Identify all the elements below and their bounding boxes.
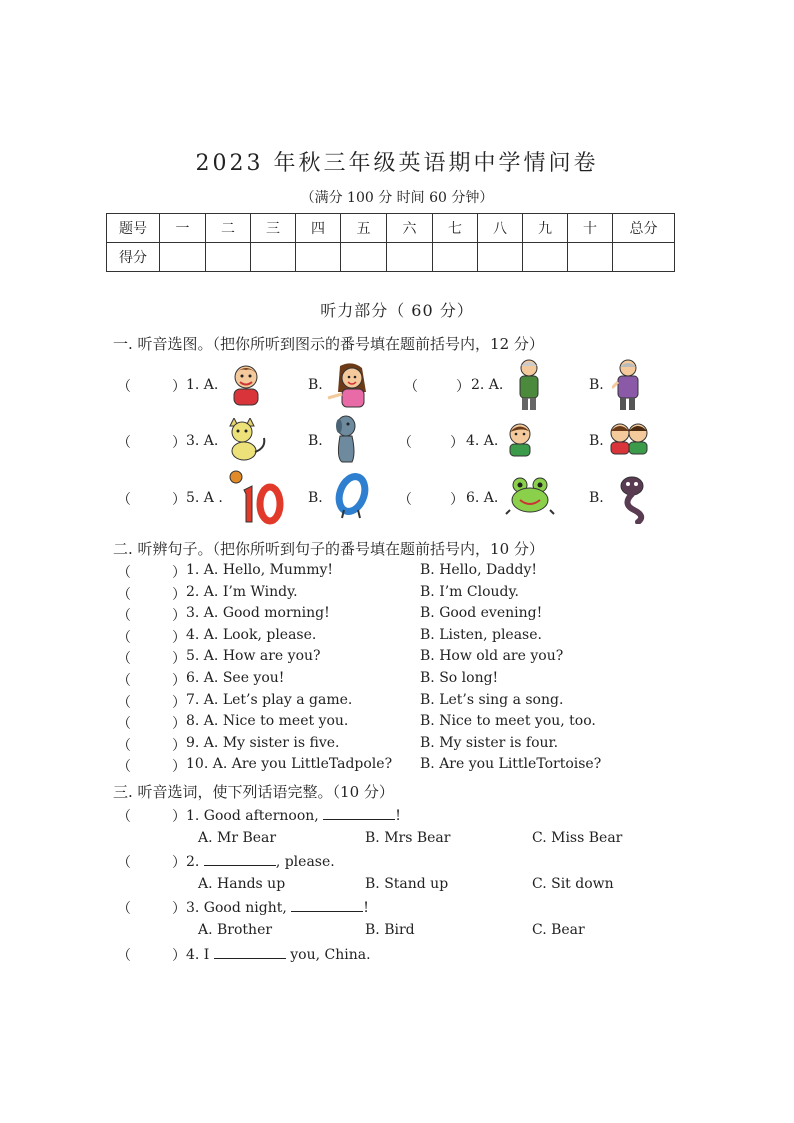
table-cell: 四 [296,214,341,243]
answer-bracket-open[interactable]: （ [117,630,131,646]
frog-icon [504,476,556,516]
answer-bracket-open[interactable]: （ [117,651,131,667]
score-input-cell[interactable] [296,243,341,272]
answer-bracket-open[interactable]: （ [117,716,131,732]
table-cell: 十 [568,214,613,243]
option-b-sentence: B. How old are you? [420,648,564,664]
answer-bracket-close: ） [456,379,470,395]
answer-bracket-open[interactable]: （ [117,587,131,603]
answer-bracket-close: ） [172,630,186,646]
question-prefix: 2. [186,854,204,870]
option-c: C. Miss Bear [532,830,623,846]
option-a-sentence: 5. A. How are you? [186,648,321,664]
option-b-sentence: B. I’m Cloudy. [420,584,519,600]
table-cell: 八 [478,214,523,243]
boy-face-icon [505,421,535,457]
table-cell: 五 [341,214,387,243]
table-cell: 一 [160,214,206,243]
score-input-cell[interactable] [613,243,675,272]
question-text [186,807,401,824]
answer-bracket-open[interactable]: （ [117,695,131,711]
option-b-sentence: B. Hello, Daddy! [420,562,537,578]
answer-bracket-close: ） [172,901,186,917]
boy-icon [226,362,266,406]
score-table-header-row [107,214,675,243]
score-input-cell[interactable] [251,243,296,272]
page-subtitle: （满分 100 分 时间 60 分钟） [300,190,494,206]
two-kids-icon [608,420,650,456]
answer-bracket-open[interactable]: （ [398,435,412,451]
snake-icon [612,472,654,524]
question-suffix: , please. [275,854,335,870]
section2-heading: 二. 听辨句子。（把你所听到句子的番号填在题前括号内，10 分） [113,540,544,558]
answer-bracket-open[interactable]: （ [117,901,131,917]
table-cell: 七 [433,214,478,243]
answer-bracket-close: ） [172,716,186,732]
fill-blank[interactable] [291,899,363,912]
option-b-sentence: B. Listen, please. [420,627,542,643]
answer-bracket-close: ） [172,673,186,689]
question-text [186,899,369,916]
option-b-label: B. [589,490,604,506]
option-a-sentence: 8. A. Nice to meet you. [186,713,349,729]
answer-bracket-close: ） [172,948,186,964]
answer-bracket-open[interactable]: （ [117,738,131,754]
option-a: A. Mr Bear [198,830,277,846]
option-b-sentence: B. Let’s sing a song. [420,692,564,708]
table-cell: 六 [387,214,433,243]
option-b-label: B. [308,433,323,449]
answer-bracket-close: ） [172,738,186,754]
section1-heading: 一. 听音选图。（把你所听到图示的番号填在题前括号内，12 分） [113,335,544,353]
option-b: B. Stand up [365,876,449,892]
table-cell: 得分 [107,243,160,272]
old-man-talking-icon [612,358,642,412]
answer-bracket-open[interactable]: （ [117,608,131,624]
answer-bracket-open[interactable]: （ [117,673,131,689]
option-a-sentence: 10. A. Are you LittleTadpole? [186,756,393,772]
cat-icon [222,418,268,464]
girl-icon [322,362,378,408]
answer-bracket-close: ） [172,695,186,711]
score-table-score-row [107,243,675,272]
table-cell: 九 [523,214,568,243]
dog-icon [328,414,362,464]
question-text [186,853,335,870]
number-zero-icon [332,472,372,520]
question-suffix: ! [363,900,369,916]
answer-bracket-open[interactable]: （ [404,379,418,395]
table-cell: 总分 [613,214,675,243]
answer-bracket-close: ） [172,435,186,451]
option-a-sentence: 6. A. See you! [186,670,285,686]
option-a-sentence: 3. A. Good morning! [186,605,330,621]
score-input-cell[interactable] [341,243,387,272]
question-number: 6. A. [466,490,499,506]
option-a: A. Hands up [198,876,286,892]
answer-bracket-close: ） [172,379,186,395]
answer-bracket-open[interactable]: （ [117,435,131,451]
option-b-sentence: B. Good evening! [420,605,543,621]
option-b-label: B. [308,377,323,393]
section3-heading: 三. 听音选词，使下列话语完整。（10 分） [113,783,394,801]
listening-part-title: 听力部分（ 60 分） [320,301,474,320]
answer-bracket-close: ） [450,435,464,451]
option-c: C. Sit down [532,876,614,892]
table-cell: 三 [251,214,296,243]
answer-bracket-open[interactable]: （ [398,492,412,508]
answer-bracket-open[interactable]: （ [117,855,131,871]
option-a-sentence: 7. A. Let’s play a game. [186,692,353,708]
table-cell: 题号 [107,214,160,243]
option-b-sentence: B. Are you LittleTortoise? [420,756,602,772]
answer-bracket-close: ） [172,492,186,508]
fill-blank[interactable] [323,807,395,820]
question-number: 1. A. [186,377,219,393]
option-a-sentence: 2. A. I’m Windy. [186,584,298,600]
score-input-cell[interactable] [568,243,613,272]
option-b-label: B. [589,377,604,393]
question-suffix: you, China. [285,947,371,963]
score-input-cell[interactable] [206,243,251,272]
option-b-sentence: B. Nice to meet you, too. [420,713,596,729]
answer-bracket-close: ） [172,651,186,667]
answer-bracket-close: ） [172,809,186,825]
score-input-cell[interactable] [160,243,206,272]
number-ten-icon [228,468,284,526]
question-number: 3. A. [186,433,219,449]
answer-bracket-close: ） [172,855,186,871]
answer-bracket-open[interactable]: （ [117,492,131,508]
answer-bracket-close: ） [172,565,186,581]
page-title: 2023 年秋三年级英语期中学情问卷 [195,151,599,176]
answer-bracket-open[interactable]: （ [117,759,131,775]
question-number: 4. A. [466,433,499,449]
score-input-cell[interactable] [478,243,523,272]
score-input-cell[interactable] [387,243,433,272]
question-text [186,946,371,963]
option-b-sentence: B. So long! [420,670,499,686]
option-a-sentence: 1. A. Hello, Mummy! [186,562,334,578]
answer-bracket-open[interactable]: （ [117,809,131,825]
score-input-cell[interactable] [523,243,568,272]
score-table [106,213,675,272]
fill-blank[interactable] [214,946,286,959]
question-prefix: 4. I [186,947,214,963]
question-prefix: 1. Good afternoon, [186,808,324,824]
question-number: 5. A . [186,490,223,506]
option-a: A. Brother [198,922,273,938]
answer-bracket-open[interactable]: （ [117,565,131,581]
answer-bracket-close: ） [172,608,186,624]
old-man-icon [512,358,546,412]
score-input-cell[interactable] [433,243,478,272]
option-b-sentence: B. My sister is four. [420,735,559,751]
option-b: B. Bird [365,922,415,938]
table-cell: 二 [206,214,251,243]
option-a-sentence: 9. A. My sister is five. [186,735,340,751]
answer-bracket-close: ） [450,492,464,508]
question-suffix: ! [395,808,401,824]
option-b: B. Mrs Bear [365,830,451,846]
option-a-sentence: 4. A. Look, please. [186,627,317,643]
fill-blank[interactable] [204,853,276,866]
answer-bracket-open[interactable]: （ [117,948,131,964]
answer-bracket-close: ） [172,759,186,775]
option-b-label: B. [308,490,323,506]
option-b-label: B. [589,433,604,449]
answer-bracket-close: ） [172,587,186,603]
option-c: C. Bear [532,922,585,938]
answer-bracket-open[interactable]: （ [117,379,131,395]
question-number: 2. A. [471,377,504,393]
question-prefix: 3. Good night, [186,900,292,916]
